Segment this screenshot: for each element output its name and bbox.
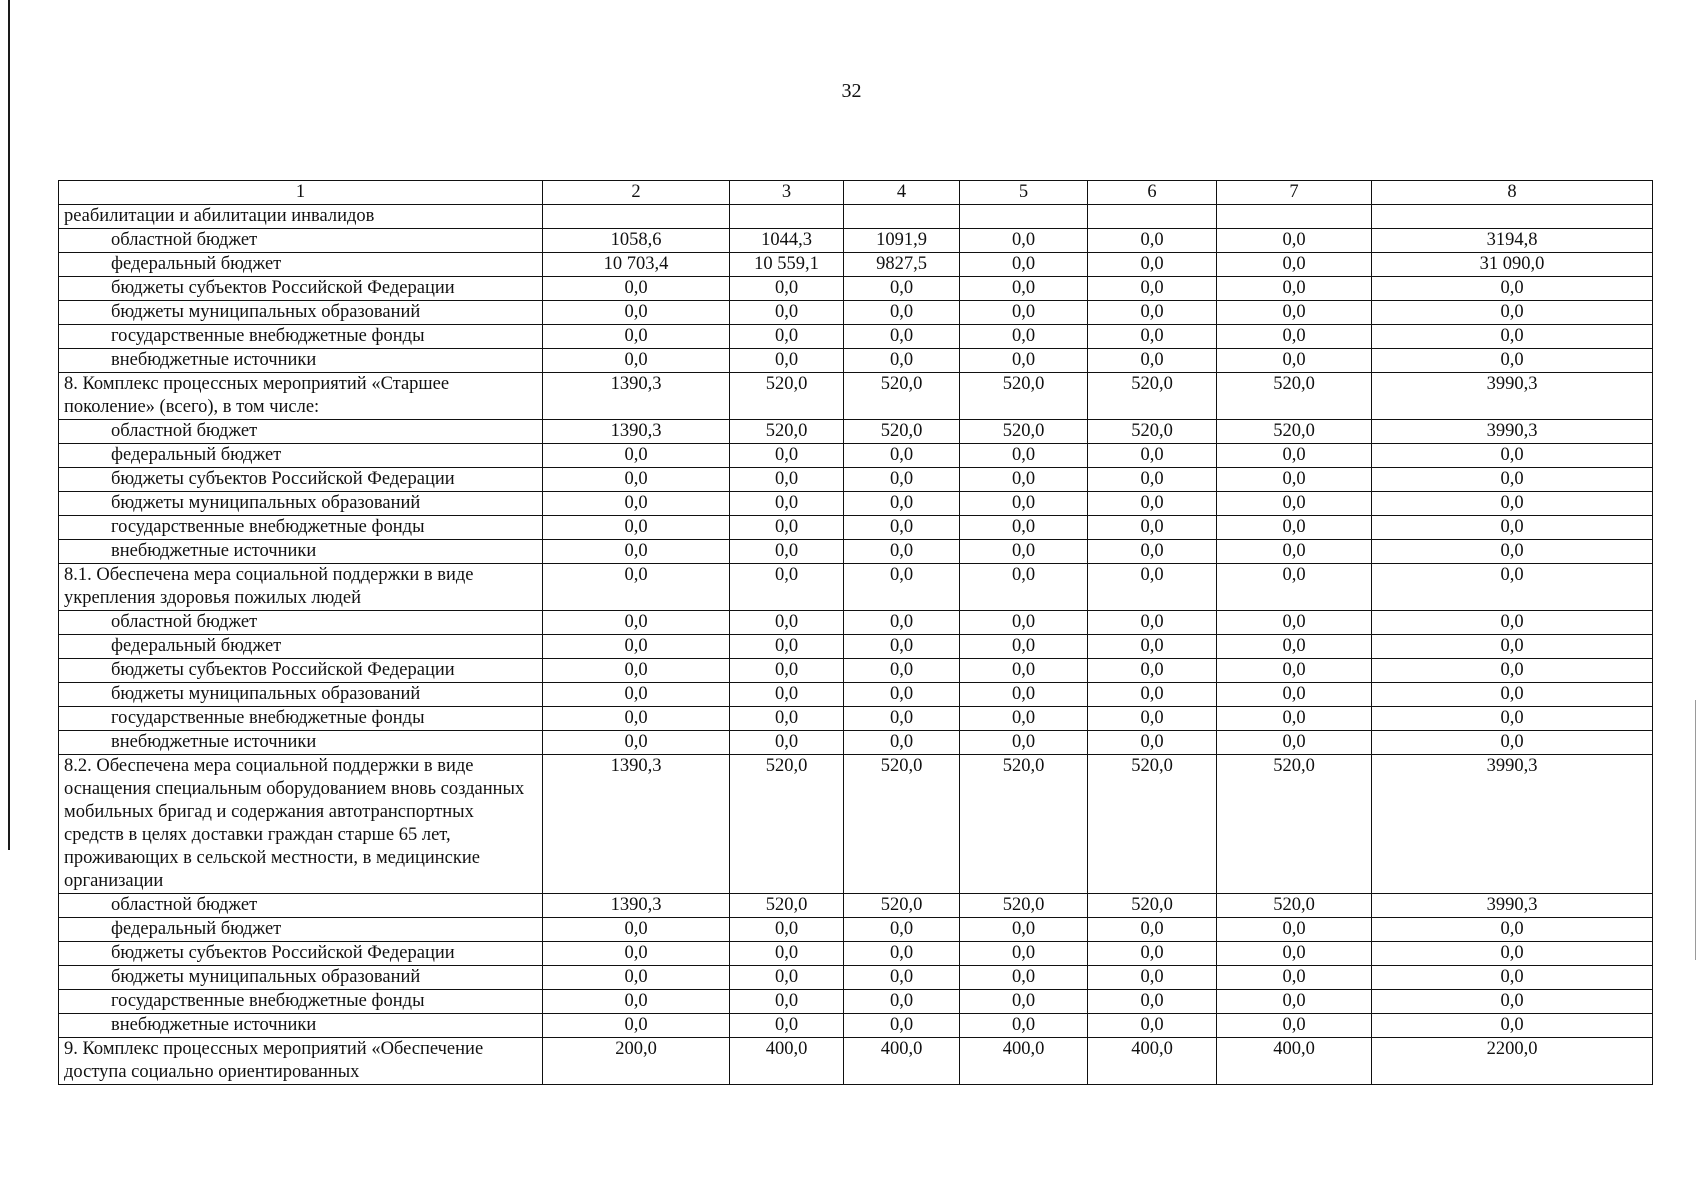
value-cell: 0,0 <box>960 491 1088 515</box>
value-cell: 0,0 <box>730 276 844 300</box>
value-cell: 0,0 <box>730 917 844 941</box>
value-cell: 1091,9 <box>844 228 960 252</box>
row-label: бюджеты субъектов Российской Федерации <box>59 941 543 965</box>
value-cell: 0,0 <box>1088 917 1217 941</box>
value-cell: 0,0 <box>960 610 1088 634</box>
value-cell: 0,0 <box>844 348 960 372</box>
value-cell: 0,0 <box>1088 563 1217 610</box>
row-label: 8.1. Обеспечена мера социальной поддержки в виде укрепления здоровья пожилых людей <box>59 563 543 610</box>
value-cell <box>1372 204 1653 228</box>
value-cell: 0,0 <box>844 989 960 1013</box>
value-cell <box>1088 204 1217 228</box>
value-cell: 0,0 <box>543 443 730 467</box>
value-cell: 0,0 <box>1217 515 1372 539</box>
value-cell: 0,0 <box>730 539 844 563</box>
value-cell: 0,0 <box>960 730 1088 754</box>
table-row <box>59 443 1653 467</box>
value-cell: 0,0 <box>1088 682 1217 706</box>
value-cell: 520,0 <box>730 372 844 419</box>
value-cell: 0,0 <box>844 730 960 754</box>
value-cell <box>1217 204 1372 228</box>
value-cell: 0,0 <box>1372 917 1653 941</box>
value-cell: 0,0 <box>1372 443 1653 467</box>
value-cell: 0,0 <box>730 467 844 491</box>
value-cell: 1390,3 <box>543 419 730 443</box>
table-row <box>59 917 1653 941</box>
value-cell: 0,0 <box>543 348 730 372</box>
header-cell: 6 <box>1088 181 1217 205</box>
value-cell: 0,0 <box>730 682 844 706</box>
value-cell: 0,0 <box>1217 989 1372 1013</box>
value-cell: 3990,3 <box>1372 372 1653 419</box>
value-cell: 0,0 <box>1372 610 1653 634</box>
value-cell: 0,0 <box>730 1013 844 1037</box>
value-cell: 520,0 <box>1088 754 1217 893</box>
value-cell: 520,0 <box>1088 893 1217 917</box>
value-cell: 0,0 <box>1372 730 1653 754</box>
value-cell: 0,0 <box>1217 1013 1372 1037</box>
value-cell: 0,0 <box>844 443 960 467</box>
value-cell: 0,0 <box>1372 467 1653 491</box>
value-cell: 0,0 <box>543 730 730 754</box>
table-row <box>59 682 1653 706</box>
row-label: реабилитации и абилитации инвалидов <box>59 204 543 228</box>
value-cell: 1390,3 <box>543 754 730 893</box>
table-row <box>59 204 1653 228</box>
row-label: бюджеты муниципальных образований <box>59 682 543 706</box>
value-cell: 9827,5 <box>844 252 960 276</box>
row-label: 8.2. Обеспечена мера социальной поддержки в виде оснащения специальным оборудованием вновь созданных мобильных бригад и содержания автотранспортных средств в целях доставки граждан старше 65 лет, проживающих в сельской местности, в медицинские организации <box>59 754 543 893</box>
value-cell: 0,0 <box>543 563 730 610</box>
value-cell: 0,0 <box>1088 965 1217 989</box>
value-cell: 0,0 <box>1088 300 1217 324</box>
value-cell: 520,0 <box>1217 372 1372 419</box>
value-cell: 0,0 <box>844 706 960 730</box>
value-cell: 520,0 <box>1088 372 1217 419</box>
value-cell: 0,0 <box>1217 610 1372 634</box>
value-cell: 520,0 <box>844 419 960 443</box>
value-cell: 0,0 <box>844 276 960 300</box>
table-row <box>59 539 1653 563</box>
value-cell: 0,0 <box>1372 989 1653 1013</box>
value-cell: 0,0 <box>1217 634 1372 658</box>
value-cell: 0,0 <box>543 515 730 539</box>
value-cell: 0,0 <box>1088 252 1217 276</box>
value-cell: 0,0 <box>1217 491 1372 515</box>
value-cell: 0,0 <box>844 515 960 539</box>
value-cell: 0,0 <box>844 467 960 491</box>
value-cell: 0,0 <box>844 324 960 348</box>
value-cell: 0,0 <box>1217 730 1372 754</box>
row-label: бюджеты субъектов Российской Федерации <box>59 276 543 300</box>
value-cell: 520,0 <box>730 419 844 443</box>
value-cell: 0,0 <box>1088 324 1217 348</box>
value-cell: 0,0 <box>543 324 730 348</box>
value-cell: 0,0 <box>543 941 730 965</box>
value-cell: 0,0 <box>844 682 960 706</box>
value-cell: 0,0 <box>543 276 730 300</box>
table-header-row <box>59 181 1653 205</box>
value-cell: 520,0 <box>844 754 960 893</box>
table-row <box>59 941 1653 965</box>
scan-right-edge <box>1695 700 1696 960</box>
row-label: государственные внебюджетные фонды <box>59 706 543 730</box>
table-row <box>59 658 1653 682</box>
value-cell: 0,0 <box>1088 706 1217 730</box>
value-cell <box>543 204 730 228</box>
value-cell: 0,0 <box>730 965 844 989</box>
value-cell: 400,0 <box>844 1037 960 1084</box>
value-cell: 0,0 <box>543 634 730 658</box>
value-cell: 0,0 <box>844 539 960 563</box>
value-cell: 0,0 <box>844 563 960 610</box>
value-cell: 400,0 <box>1217 1037 1372 1084</box>
value-cell: 0,0 <box>1372 634 1653 658</box>
value-cell: 520,0 <box>960 419 1088 443</box>
value-cell: 520,0 <box>844 893 960 917</box>
header-cell: 7 <box>1217 181 1372 205</box>
row-label: областной бюджет <box>59 228 543 252</box>
value-cell: 520,0 <box>730 893 844 917</box>
value-cell <box>844 204 960 228</box>
value-cell: 0,0 <box>960 706 1088 730</box>
row-label: бюджеты субъектов Российской Федерации <box>59 467 543 491</box>
value-cell: 520,0 <box>1088 419 1217 443</box>
row-label: областной бюджет <box>59 893 543 917</box>
value-cell: 0,0 <box>1372 682 1653 706</box>
row-label: внебюджетные источники <box>59 539 543 563</box>
value-cell: 1390,3 <box>543 893 730 917</box>
value-cell: 0,0 <box>1372 348 1653 372</box>
row-label: государственные внебюджетные фонды <box>59 324 543 348</box>
value-cell: 520,0 <box>1217 893 1372 917</box>
value-cell: 0,0 <box>1217 706 1372 730</box>
value-cell: 10 703,4 <box>543 252 730 276</box>
value-cell: 0,0 <box>1217 467 1372 491</box>
value-cell: 0,0 <box>1372 539 1653 563</box>
table-row <box>59 893 1653 917</box>
value-cell: 520,0 <box>844 372 960 419</box>
value-cell: 0,0 <box>1217 228 1372 252</box>
table-row <box>59 989 1653 1013</box>
value-cell: 0,0 <box>730 324 844 348</box>
value-cell: 0,0 <box>1217 443 1372 467</box>
value-cell: 0,0 <box>543 682 730 706</box>
value-cell: 0,0 <box>1088 539 1217 563</box>
value-cell: 0,0 <box>730 563 844 610</box>
value-cell: 0,0 <box>960 324 1088 348</box>
table-row <box>59 515 1653 539</box>
value-cell: 0,0 <box>960 682 1088 706</box>
value-cell: 0,0 <box>730 941 844 965</box>
value-cell: 0,0 <box>1088 348 1217 372</box>
value-cell: 3990,3 <box>1372 754 1653 893</box>
table-row <box>59 467 1653 491</box>
value-cell: 0,0 <box>1217 917 1372 941</box>
value-cell: 0,0 <box>1217 539 1372 563</box>
value-cell: 2200,0 <box>1372 1037 1653 1084</box>
table-row <box>59 730 1653 754</box>
value-cell: 1390,3 <box>543 372 730 419</box>
row-label: федеральный бюджет <box>59 634 543 658</box>
value-cell: 0,0 <box>960 1013 1088 1037</box>
value-cell: 0,0 <box>844 941 960 965</box>
value-cell: 0,0 <box>730 491 844 515</box>
value-cell: 0,0 <box>1088 941 1217 965</box>
table-row <box>59 324 1653 348</box>
value-cell: 0,0 <box>1372 658 1653 682</box>
value-cell: 0,0 <box>960 563 1088 610</box>
value-cell: 0,0 <box>960 917 1088 941</box>
value-cell: 0,0 <box>1088 515 1217 539</box>
header-cell: 4 <box>844 181 960 205</box>
value-cell: 0,0 <box>1372 706 1653 730</box>
value-cell: 0,0 <box>1088 443 1217 467</box>
value-cell: 0,0 <box>543 539 730 563</box>
value-cell: 0,0 <box>844 1013 960 1037</box>
value-cell: 0,0 <box>543 965 730 989</box>
table-row <box>59 610 1653 634</box>
row-label: 9. Комплекс процессных мероприятий «Обеспечение доступа социально ориентированных <box>59 1037 543 1084</box>
table-row <box>59 300 1653 324</box>
value-cell: 400,0 <box>730 1037 844 1084</box>
value-cell: 520,0 <box>1217 754 1372 893</box>
value-cell: 0,0 <box>1372 276 1653 300</box>
value-cell: 1044,3 <box>730 228 844 252</box>
header-cell: 2 <box>543 181 730 205</box>
value-cell: 0,0 <box>543 989 730 1013</box>
value-cell: 0,0 <box>1217 300 1372 324</box>
value-cell: 0,0 <box>1217 348 1372 372</box>
value-cell: 520,0 <box>730 754 844 893</box>
table-row <box>59 965 1653 989</box>
row-label: бюджеты муниципальных образований <box>59 965 543 989</box>
header-cell: 5 <box>960 181 1088 205</box>
value-cell: 0,0 <box>1372 324 1653 348</box>
value-cell: 0,0 <box>844 917 960 941</box>
value-cell: 0,0 <box>844 634 960 658</box>
value-cell: 0,0 <box>1088 989 1217 1013</box>
value-cell: 1058,6 <box>543 228 730 252</box>
value-cell: 520,0 <box>960 893 1088 917</box>
row-label: бюджеты субъектов Российской Федерации <box>59 658 543 682</box>
value-cell: 0,0 <box>1372 563 1653 610</box>
value-cell: 0,0 <box>1217 563 1372 610</box>
value-cell: 400,0 <box>960 1037 1088 1084</box>
value-cell: 0,0 <box>960 228 1088 252</box>
header-cell: 8 <box>1372 181 1653 205</box>
value-cell: 0,0 <box>1088 276 1217 300</box>
row-label: государственные внебюджетные фонды <box>59 989 543 1013</box>
value-cell: 0,0 <box>1372 941 1653 965</box>
row-label: 8. Комплекс процессных мероприятий «Старшее поколение» (всего), в том числе: <box>59 372 543 419</box>
row-label: внебюджетные источники <box>59 348 543 372</box>
value-cell: 0,0 <box>543 610 730 634</box>
value-cell: 0,0 <box>960 965 1088 989</box>
value-cell: 0,0 <box>730 706 844 730</box>
value-cell: 0,0 <box>960 348 1088 372</box>
table-row <box>59 634 1653 658</box>
value-cell: 0,0 <box>730 443 844 467</box>
table-row <box>59 1013 1653 1037</box>
value-cell: 0,0 <box>1372 491 1653 515</box>
value-cell: 0,0 <box>1217 276 1372 300</box>
value-cell: 0,0 <box>960 252 1088 276</box>
value-cell: 0,0 <box>1372 515 1653 539</box>
table-row <box>59 372 1653 419</box>
row-label: государственные внебюджетные фонды <box>59 515 543 539</box>
value-cell: 0,0 <box>730 989 844 1013</box>
table-row <box>59 1037 1653 1084</box>
row-label: бюджеты муниципальных образований <box>59 491 543 515</box>
header-cell: 3 <box>730 181 844 205</box>
row-label: областной бюджет <box>59 419 543 443</box>
row-label: областной бюджет <box>59 610 543 634</box>
table-row <box>59 252 1653 276</box>
value-cell: 0,0 <box>960 634 1088 658</box>
table-row <box>59 563 1653 610</box>
value-cell: 0,0 <box>960 658 1088 682</box>
value-cell: 0,0 <box>960 276 1088 300</box>
value-cell: 0,0 <box>1217 941 1372 965</box>
table-body <box>59 181 1653 1085</box>
value-cell: 0,0 <box>543 467 730 491</box>
row-label: федеральный бюджет <box>59 917 543 941</box>
value-cell: 0,0 <box>960 941 1088 965</box>
value-cell: 0,0 <box>730 610 844 634</box>
table-row <box>59 706 1653 730</box>
value-cell: 0,0 <box>960 539 1088 563</box>
table-row <box>59 754 1653 893</box>
value-cell: 0,0 <box>1217 252 1372 276</box>
budget-table <box>58 180 1653 1085</box>
row-label: федеральный бюджет <box>59 443 543 467</box>
value-cell: 0,0 <box>844 965 960 989</box>
value-cell: 0,0 <box>730 515 844 539</box>
value-cell: 0,0 <box>1217 324 1372 348</box>
table-row <box>59 348 1653 372</box>
value-cell: 0,0 <box>1088 228 1217 252</box>
value-cell: 0,0 <box>844 658 960 682</box>
value-cell: 200,0 <box>543 1037 730 1084</box>
value-cell: 0,0 <box>1372 1013 1653 1037</box>
value-cell: 0,0 <box>1088 1013 1217 1037</box>
value-cell: 10 559,1 <box>730 252 844 276</box>
table-row <box>59 228 1653 252</box>
value-cell: 0,0 <box>960 443 1088 467</box>
value-cell: 520,0 <box>1217 419 1372 443</box>
scan-left-edge <box>8 0 10 850</box>
value-cell: 0,0 <box>543 491 730 515</box>
value-cell: 400,0 <box>1088 1037 1217 1084</box>
value-cell: 520,0 <box>960 372 1088 419</box>
table-row <box>59 276 1653 300</box>
value-cell: 0,0 <box>730 730 844 754</box>
value-cell: 0,0 <box>1372 300 1653 324</box>
table-row <box>59 419 1653 443</box>
value-cell: 0,0 <box>1088 491 1217 515</box>
value-cell: 0,0 <box>1088 634 1217 658</box>
value-cell: 0,0 <box>730 634 844 658</box>
value-cell <box>730 204 844 228</box>
value-cell: 0,0 <box>1088 730 1217 754</box>
value-cell: 0,0 <box>543 658 730 682</box>
value-cell: 0,0 <box>730 300 844 324</box>
value-cell: 3194,8 <box>1372 228 1653 252</box>
value-cell: 0,0 <box>543 300 730 324</box>
value-cell: 0,0 <box>1217 658 1372 682</box>
row-label: внебюджетные источники <box>59 1013 543 1037</box>
row-label: федеральный бюджет <box>59 252 543 276</box>
value-cell: 0,0 <box>960 515 1088 539</box>
row-label: внебюджетные источники <box>59 730 543 754</box>
value-cell: 0,0 <box>543 1013 730 1037</box>
value-cell: 0,0 <box>543 917 730 941</box>
table-row <box>59 491 1653 515</box>
row-label: бюджеты муниципальных образований <box>59 300 543 324</box>
value-cell: 0,0 <box>960 989 1088 1013</box>
value-cell: 0,0 <box>730 658 844 682</box>
page-number: 32 <box>841 80 862 102</box>
value-cell: 520,0 <box>960 754 1088 893</box>
value-cell: 0,0 <box>960 467 1088 491</box>
value-cell: 0,0 <box>1217 965 1372 989</box>
value-cell: 0,0 <box>1217 682 1372 706</box>
value-cell: 31 090,0 <box>1372 252 1653 276</box>
header-cell: 1 <box>59 181 543 205</box>
value-cell: 3990,3 <box>1372 419 1653 443</box>
value-cell <box>960 204 1088 228</box>
value-cell: 3990,3 <box>1372 893 1653 917</box>
value-cell: 0,0 <box>1372 965 1653 989</box>
value-cell: 0,0 <box>1088 658 1217 682</box>
value-cell: 0,0 <box>1088 610 1217 634</box>
value-cell: 0,0 <box>730 348 844 372</box>
value-cell: 0,0 <box>543 706 730 730</box>
value-cell: 0,0 <box>960 300 1088 324</box>
value-cell: 0,0 <box>1088 467 1217 491</box>
value-cell: 0,0 <box>844 300 960 324</box>
value-cell: 0,0 <box>844 491 960 515</box>
value-cell: 0,0 <box>844 610 960 634</box>
